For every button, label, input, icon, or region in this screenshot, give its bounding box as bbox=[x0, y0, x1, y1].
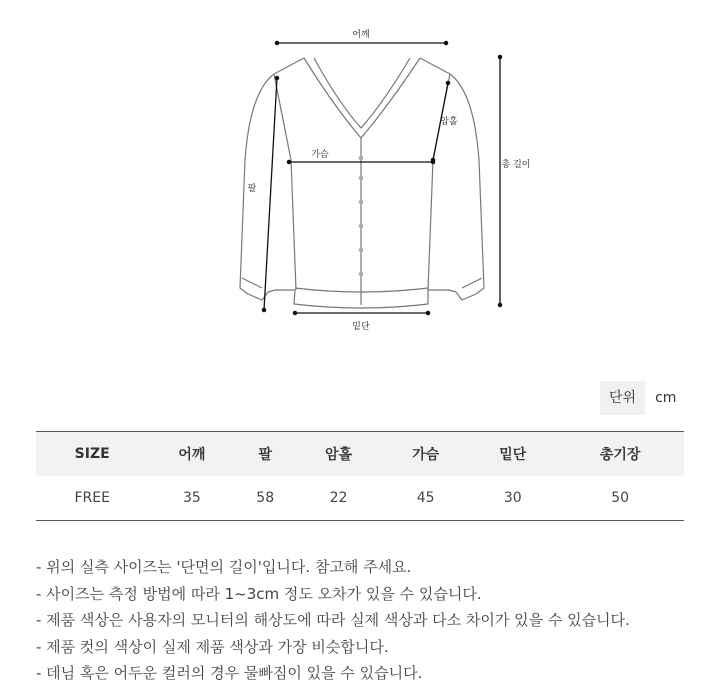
unit-value: cm bbox=[655, 390, 677, 406]
note-item: - 데님 혹은 어두운 컬러의 경우 물빠짐이 있을 수 있습니다. bbox=[36, 664, 423, 682]
sleeve-measure-line bbox=[262, 76, 278, 311]
header-sleeve: 팔 bbox=[236, 432, 295, 477]
unit-label: 단위 bbox=[600, 381, 645, 415]
header-chest: 가슴 bbox=[382, 432, 469, 477]
header-size: SIZE bbox=[36, 432, 148, 477]
table-row bbox=[36, 476, 684, 521]
note-item: - 제품 색상은 사용자의 모니터의 해상도에 따라 실제 색상과 다소 차이가 있을 수 있습니다. bbox=[36, 611, 630, 629]
armhole-label: 암홀 bbox=[440, 117, 458, 127]
cell-sleeve: 58 bbox=[236, 476, 295, 521]
note-item: - 사이즈는 측정 방법에 따라 1~3cm 정도 오차가 있을 수 있습니다. bbox=[36, 584, 482, 603]
chest-label: 가슴 bbox=[311, 150, 329, 160]
size-table-header-row bbox=[36, 432, 684, 477]
note-item: - 제품 컷의 색상이 실제 제품 색상과 가장 비슷합니다. bbox=[36, 637, 389, 656]
header-total-length: 총기장 bbox=[556, 432, 684, 477]
unit-indicator bbox=[600, 381, 676, 415]
header-hem: 밑단 bbox=[469, 432, 556, 477]
sleeve-label: 팔 bbox=[247, 184, 257, 194]
hem-measure-line bbox=[293, 311, 429, 314]
size-table bbox=[36, 431, 684, 521]
header-armhole: 암홀 bbox=[295, 432, 382, 477]
cell-total-length: 50 bbox=[556, 476, 684, 521]
shoulder-label: 어깨 bbox=[352, 30, 370, 40]
hem-label: 밑단 bbox=[352, 322, 370, 332]
cell-armhole: 22 bbox=[295, 476, 382, 521]
shoulder-measure-line bbox=[275, 41, 447, 44]
note-item: - 위의 실측 사이즈는 '단면의 길이'입니다. 참고해 주세요. bbox=[36, 558, 412, 576]
cell-hem: 30 bbox=[469, 476, 556, 521]
cell-chest: 45 bbox=[382, 476, 469, 521]
total-length-label: 총 길이 bbox=[501, 160, 531, 170]
notes-list bbox=[36, 554, 696, 687]
cell-shoulder: 35 bbox=[148, 476, 235, 521]
header-shoulder: 어깨 bbox=[148, 432, 235, 477]
cell-size: FREE bbox=[36, 476, 148, 521]
total-length-measure-line bbox=[498, 55, 501, 306]
